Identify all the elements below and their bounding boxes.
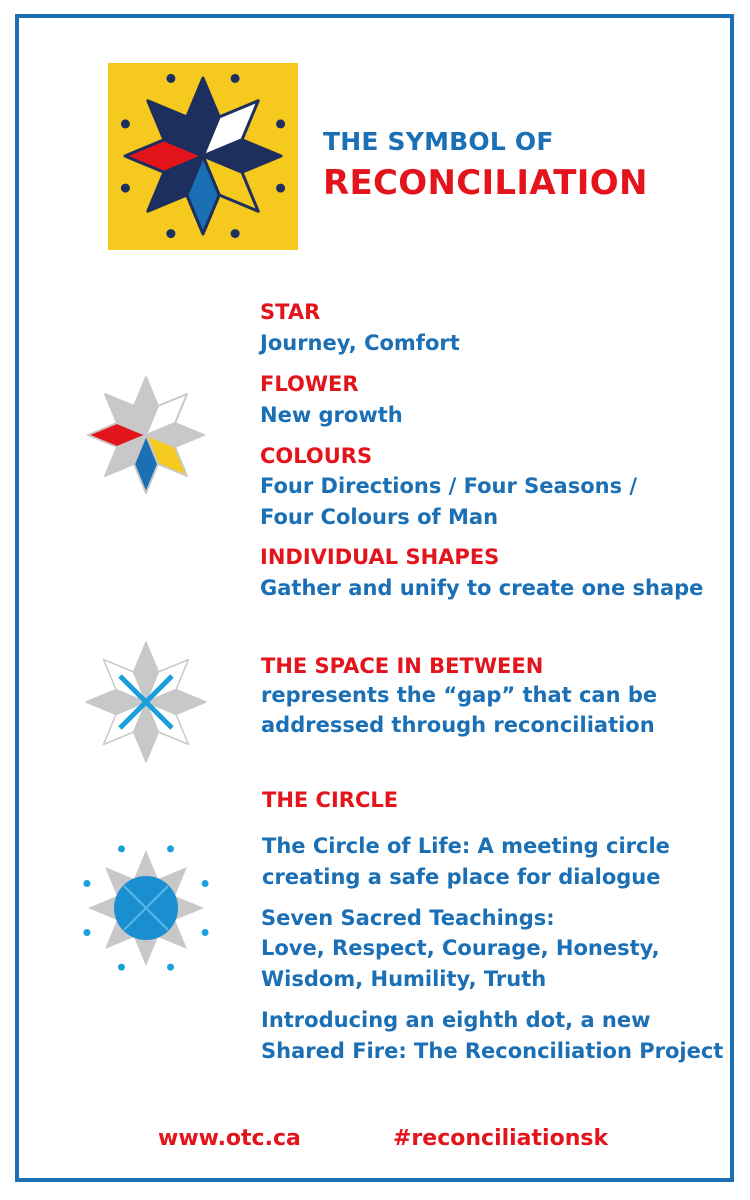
space-heading: THE SPACE IN BETWEEN — [261, 654, 544, 678]
teachings-line-1: Seven Sacred Teachings: — [261, 906, 555, 930]
hashtag-text: #reconciliationsk — [393, 1126, 609, 1151]
circle-with-dots-icon — [76, 840, 216, 980]
flower-text: New growth — [260, 403, 403, 427]
title-line-2: RECONCILIATION — [323, 163, 648, 203]
space-between-star-icon — [84, 640, 208, 764]
circle-heading: THE CIRCLE — [262, 788, 399, 812]
star-text: Journey, Comfort — [260, 331, 460, 355]
circle-dot — [121, 184, 130, 193]
circle-dot — [166, 74, 175, 83]
circle-dot — [83, 929, 90, 936]
colours-text-line-1: Four Directions / Four Seasons / — [260, 474, 638, 498]
eighth-dot-line-1: Introducing an eighth dot, a new — [261, 1008, 651, 1032]
shapes-heading: INDIVIDUAL SHAPES — [260, 545, 500, 569]
circle-dot — [167, 964, 174, 971]
space-text-line-1: represents the “gap” that can be — [261, 683, 658, 707]
circle-dot — [276, 119, 285, 128]
circle-dot — [202, 929, 209, 936]
circle-dot — [121, 119, 130, 128]
circle-dot — [166, 229, 175, 238]
space-text-line-2: addressed through reconciliation — [261, 713, 655, 737]
circle-life-line-1: The Circle of Life: A meeting circle — [262, 834, 670, 858]
circle-life-line-2: creating a safe place for dialogue — [262, 865, 661, 889]
circle-dot — [118, 964, 125, 971]
flower-heading: FLOWER — [260, 372, 359, 396]
reconciliation-symbol-logo — [108, 63, 298, 250]
website-link[interactable]: www.otc.ca — [158, 1126, 301, 1151]
teachings-line-3: Wisdom, Humility, Truth — [261, 967, 547, 991]
circle-dot — [231, 74, 240, 83]
eighth-dot-line-2: Shared Fire: The Reconciliation Project — [261, 1039, 724, 1063]
circle-dot — [118, 845, 125, 852]
shapes-text: Gather and unify to create one shape — [260, 576, 704, 600]
coloured-star-icon — [86, 375, 206, 495]
circle-dot — [202, 880, 209, 887]
colours-text-line-2: Four Colours of Man — [260, 505, 499, 529]
circle-dot — [167, 845, 174, 852]
colours-heading: COLOURS — [260, 444, 373, 468]
title-line-1: THE SYMBOL OF — [323, 127, 554, 156]
circle-dot — [276, 184, 285, 193]
circle-dot — [83, 880, 90, 887]
star-heading: STAR — [260, 300, 321, 324]
teachings-line-2: Love, Respect, Courage, Honesty, — [261, 936, 660, 960]
circle-dot — [231, 229, 240, 238]
